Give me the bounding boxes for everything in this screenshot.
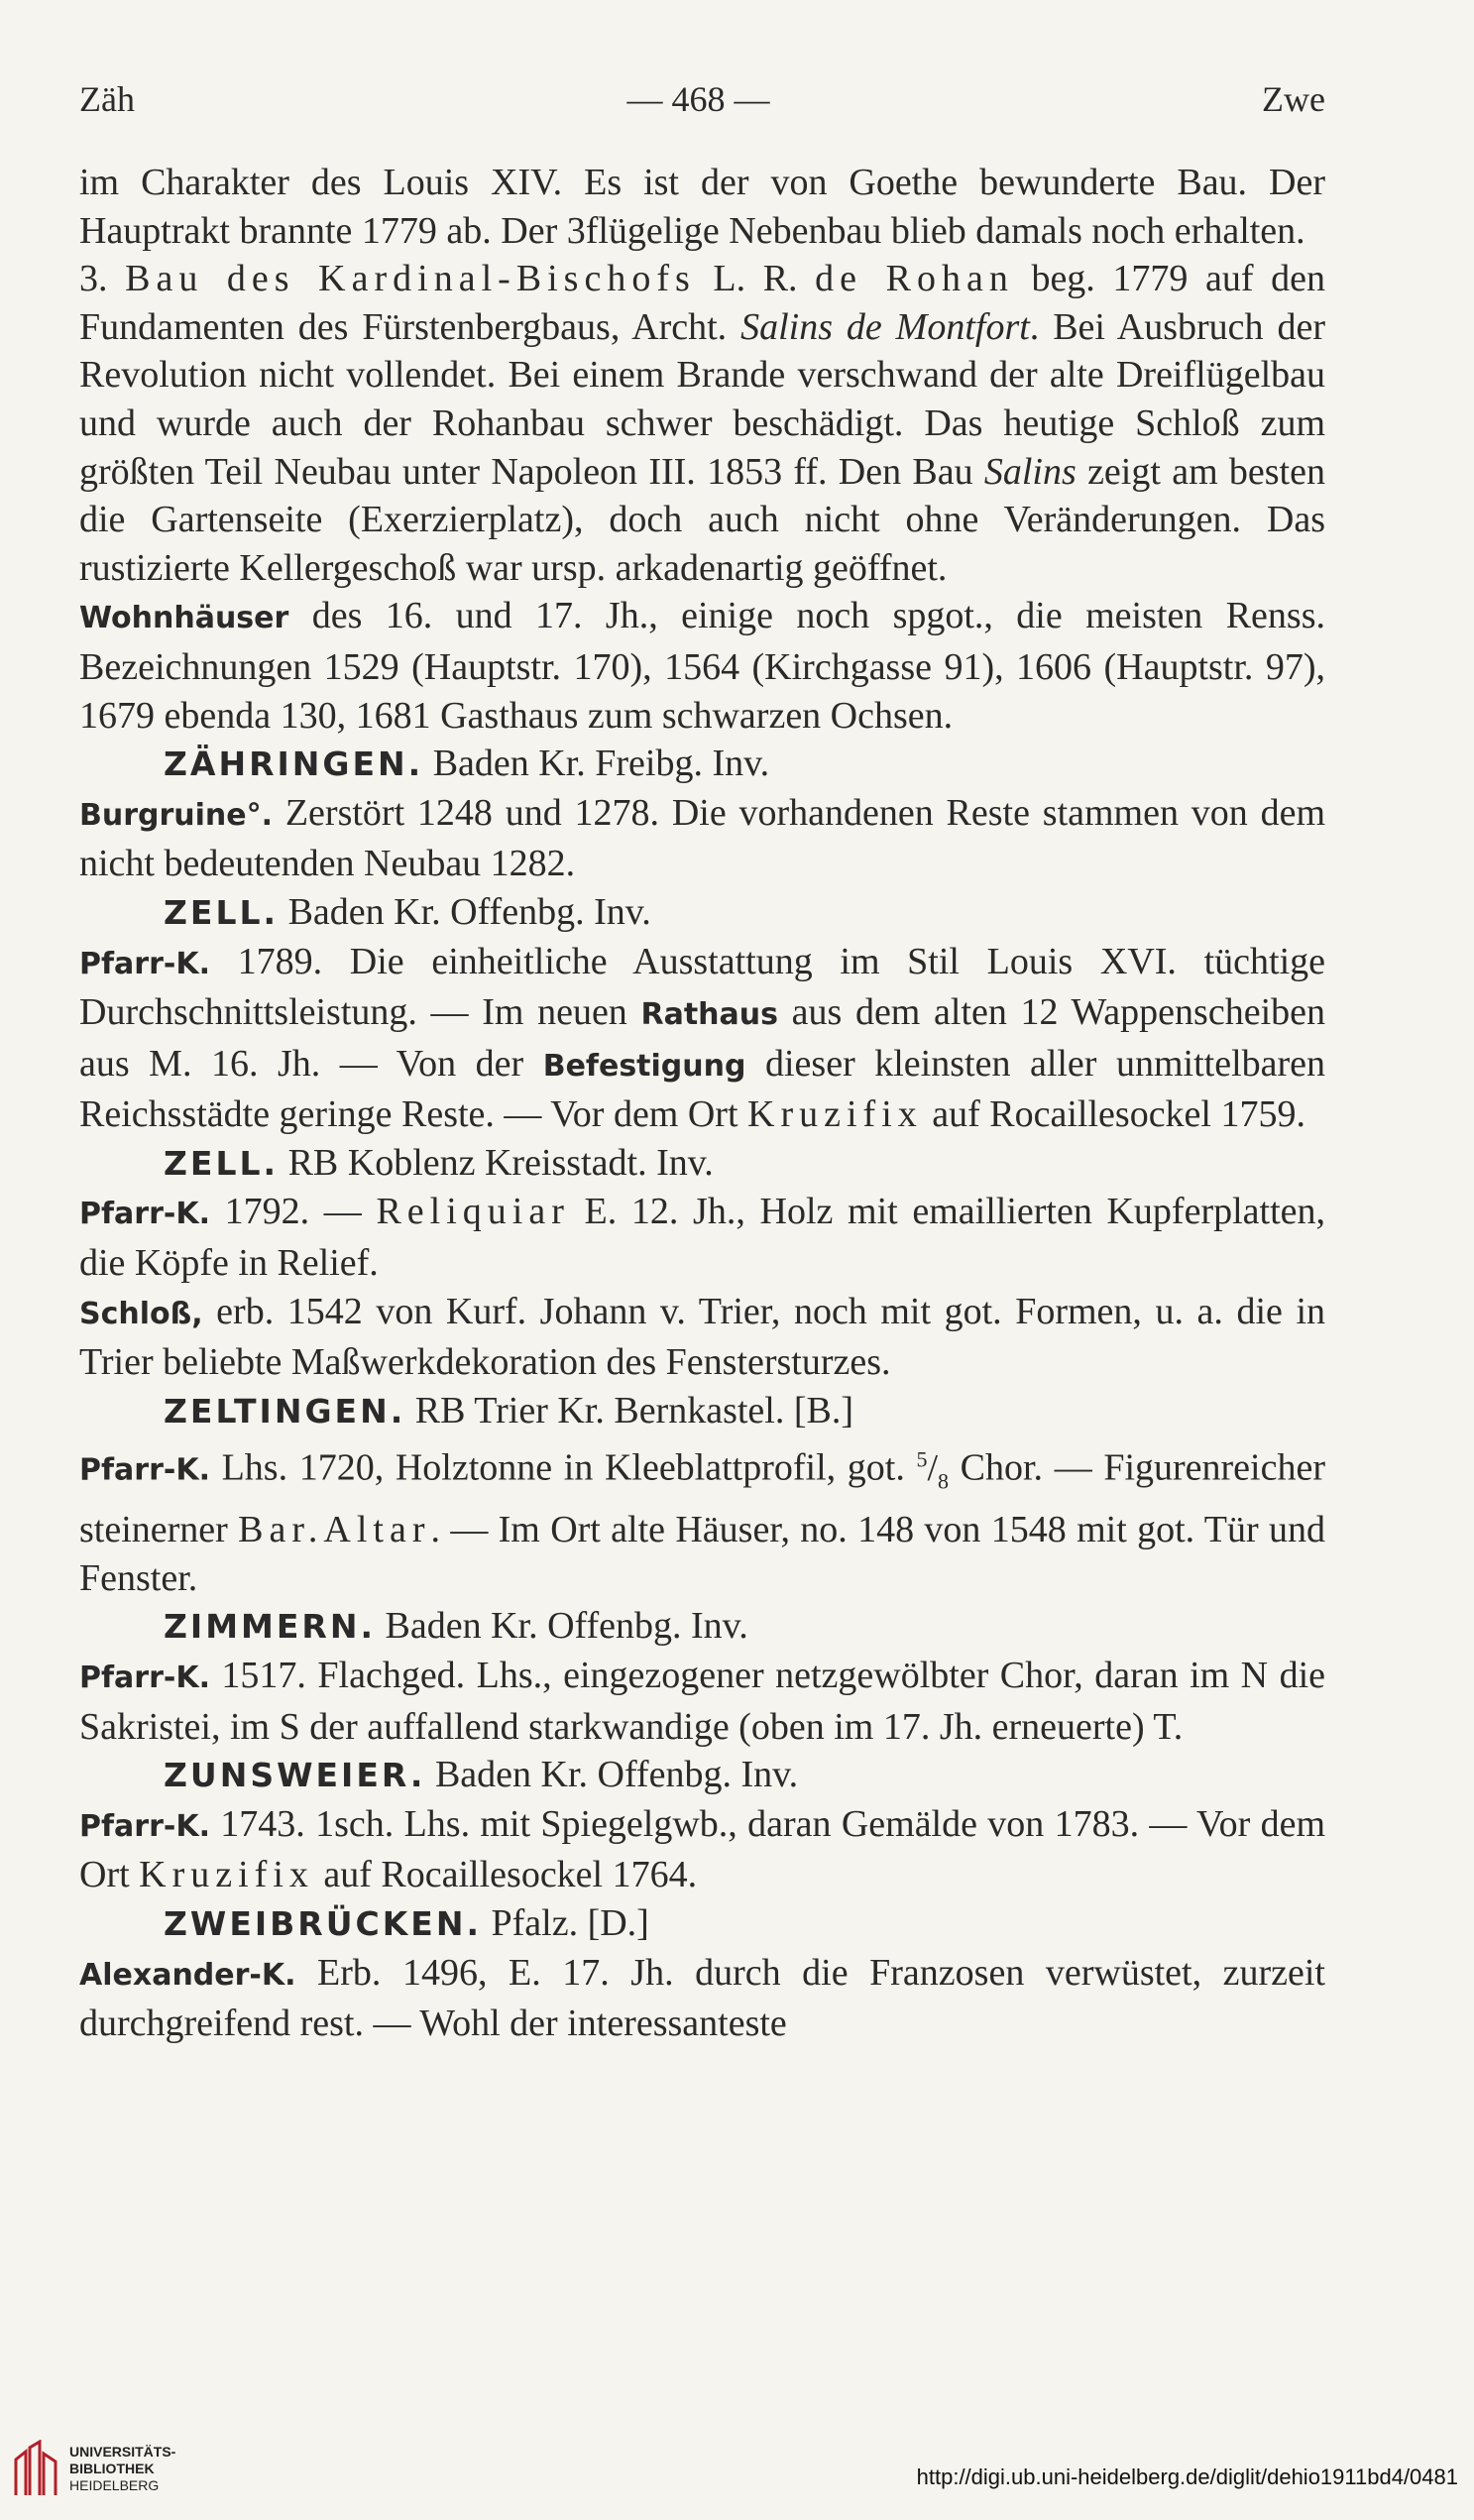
place-entry-heading: [79, 888, 1325, 938]
text-paragraph: [79, 1188, 1325, 1287]
place-name: ZÄHRINGEN.: [164, 745, 424, 784]
keyword: Wohnhäuser: [79, 601, 289, 636]
body-text: [79, 159, 1325, 2048]
place-entry-heading: [79, 1602, 1325, 1652]
text-run: Pfalz. [D.]: [482, 1902, 649, 1945]
place-name: ZELL.: [164, 1143, 280, 1183]
spaced-term: Reliquiar: [376, 1191, 570, 1233]
text-paragraph: [79, 1435, 1325, 1602]
text-paragraph: [79, 1800, 1325, 1899]
keyword: Pfarr-K.: [79, 1453, 210, 1489]
keyword: Pfarr-K.: [79, 1197, 210, 1232]
text-paragraph: [79, 159, 1325, 255]
library-logo-icon: [12, 2440, 59, 2499]
place-entry-heading: [79, 740, 1325, 789]
page-number: — 468 —: [626, 79, 770, 119]
text-run: . Bei Ausbruch der Revolution nicht vollendet. Bei einem Brande verschwand der alte Dreiflügelbau und wurde auch der Rohanbau schwer beschädigt. Das heutige Schloß zum größten Teil Neubau unter Napoleon III. 1853 ff. Den Bau: [79, 305, 1325, 493]
keyword: Pfarr-K.: [79, 946, 210, 981]
architect-name: Salins de Montfort: [740, 305, 1030, 348]
header-left-keyword: Zäh: [79, 79, 135, 119]
keyword: Pfarr-K.: [79, 1808, 210, 1844]
source-url-link[interactable]: http://digi.ub.uni-heidelberg.de/diglit/dehio1911bd4/0481: [916, 2464, 1458, 2489]
library-logo-text: [69, 2444, 175, 2494]
text-run: auf Rocaillesockel 1759.: [922, 1093, 1305, 1136]
spaced-term: Kruzifix: [139, 1854, 314, 1896]
text-run: dieser kleinsten aller unmittelbaren Reichsstädte geringe Reste. — Vor dem Ort: [79, 1042, 1326, 1136]
text-run: $^5/_8$: [916, 1446, 950, 1494]
place-name: ZWEIBRÜCKEN.: [164, 1904, 482, 1944]
text-paragraph: [79, 1949, 1325, 2048]
header-right-keyword: Zwe: [1262, 79, 1325, 119]
spaced-term: Kruzifix: [747, 1093, 923, 1136]
logo-line-1: UNIVERSITÄTS-: [69, 2444, 176, 2460]
place-name: ZELL.: [164, 892, 280, 932]
text-run: L. R.: [695, 258, 816, 300]
text-run: RB Koblenz Kreisstadt. Inv.: [279, 1141, 714, 1184]
text-run: Lhs. 1720, Holztonne in Kleeblattprofil, got.: [209, 1447, 917, 1490]
text-run: 1743. 1sch. Lhs. mit Spiegelgwb., daran Gemälde von 1783. — Vor dem Ort: [79, 1802, 1325, 1896]
place-name: ZELTINGEN.: [164, 1391, 406, 1431]
text-run: 3.: [79, 258, 126, 300]
text-paragraph: [79, 789, 1325, 888]
spaced-term: Bau des Kardinal-Bischofs: [125, 258, 696, 300]
keyword: Alexander-K.: [79, 1957, 296, 1993]
text-run: E. 12. Jh., Holz mit emaillierten Kupferplatten, die Köpfe in Relief.: [79, 1191, 1326, 1285]
logo-line-2: BIBLIOTHEK: [69, 2461, 155, 2476]
keyword: Pfarr-K.: [79, 1661, 210, 1696]
text-run: beg. 1779 auf den Fundamenten des Fürstenbergbaus, Archt.: [79, 258, 1326, 348]
logo-line-3: HEIDELBERG: [69, 2477, 160, 2493]
keyword: Schloß,: [79, 1296, 203, 1331]
keyword: Befestigung: [542, 1048, 746, 1084]
text-run: auf Rocaillesockel 1764.: [313, 1854, 698, 1896]
text-run: 1517. Flachged. Lhs., eingezogener netzgewölbter Chor, daran im N die Sakristei, im S der auffallend starkwandige (oben im 17. Jh. erneuerte) T.: [79, 1655, 1325, 1748]
place-name: ZUNSWEIER.: [164, 1756, 426, 1795]
text-paragraph: [79, 938, 1325, 1139]
text-paragraph: [79, 1652, 1325, 1751]
text-run: zeigt am besten die Gartenseite (Exerzierplatz), doch auch nicht ohne Veränderungen. Das rustizierte Kellergeschoß war ursp. arkadenartig geöffnet.: [79, 450, 1325, 589]
text-run: RB Trier Kr. Bernkastel. [B.]: [405, 1389, 854, 1432]
running-header: [79, 69, 1325, 129]
text-run: 1792. —: [209, 1191, 377, 1233]
text-run: Erb. 1496, E. 17. Jh. durch die Franzosen verwüstet, zurzeit durchgreifend rest. — Wohl der interessanteste: [79, 1951, 1325, 2045]
text-run: Zerstört 1248 und 1278. Die vorhandenen Reste stammen von dem nicht bedeutenden Neubau 1282.: [79, 791, 1325, 885]
keyword: Burgruine°.: [79, 797, 274, 833]
spaced-term: Bar.Altar: [238, 1509, 431, 1551]
text-run: Baden Kr. Offenbg. Inv.: [279, 890, 651, 933]
place-name: ZIMMERN.: [164, 1607, 376, 1647]
place-entry-heading: [79, 1751, 1325, 1800]
text-run: im Charakter des Louis XIV. Es ist der von Goethe bewunderte Bau. Der Hauptrakt brannte 1779 ab. Der 3flügelige Nebenbau blieb damals noch erhalten.: [79, 162, 1325, 252]
text-run: aus dem alten 12 Wappenscheiben aus M. 16. Jh. — Von der: [79, 991, 1325, 1085]
text-run: des 16. und 17. Jh., einige noch spgot., die meisten Renss. Bezeichnungen 1529 (Hauptstr. 170), 1564 (Kirchgasse 91), 1606 (Hauptstr. 97), 1679 ebenda 130, 1681 Gasthaus zum schwarzen Ochsen.: [79, 595, 1325, 737]
text-paragraph: [79, 255, 1325, 592]
keyword: Rathaus: [640, 997, 778, 1033]
library-logo[interactable]: [12, 2427, 210, 2511]
place-entry-heading: [79, 1899, 1325, 1949]
text-run: . — Im Ort alte Häuser, no. 148 von 1548 mit got. Tür und Fenster.: [79, 1509, 1325, 1599]
place-entry-heading: [79, 1387, 1325, 1436]
text-run: Baden Kr. Offenbg. Inv.: [425, 1754, 799, 1796]
text-paragraph: [79, 1288, 1325, 1387]
spaced-term: de Rohan: [815, 258, 1014, 300]
text-run: Baden Kr. Freibg. Inv.: [423, 743, 770, 785]
architect-name: Salins: [983, 450, 1077, 493]
text-run: 1789. Die einheitliche Ausstattung im Stil Louis XVI. tüchtige Durchschnittsleistung. — Im neuen: [79, 940, 1325, 1034]
text-run: Chor. — Figurenreicher steinerner: [79, 1447, 1325, 1551]
text-run: erb. 1542 von Kurf. Johann v. Trier, noch mit got. Formen, u. a. die in Trier beliebte Maßwerkdekoration des Fenstersturzes.: [79, 1290, 1325, 1384]
text-paragraph: [79, 592, 1325, 740]
text-run: Baden Kr. Offenbg. Inv.: [376, 1605, 748, 1648]
place-entry-heading: [79, 1139, 1325, 1189]
